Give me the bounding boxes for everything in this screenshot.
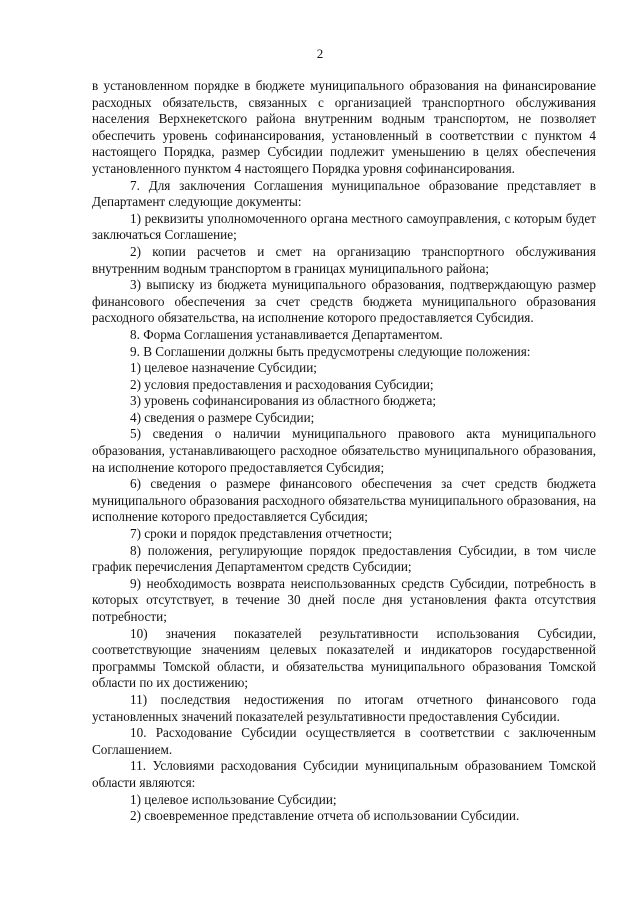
paragraph-item: 9) необходимость возврата неиспользованных средств Субсидии, потребность в которых отсутствует, в течение 30 дней после дня установления факта отсутствия потребности; <box>92 575 596 624</box>
paragraph-item: 4) сведения о размере Субсидии; <box>130 409 315 425</box>
paragraph-clause-9: 9. В Соглашении должны быть предусмотрены следующие положения: <box>130 343 531 359</box>
paragraph-item: 2) копии расчетов и смет на организацию транспортного обслуживания внутренним водным транспортом в границах муниципального района; <box>92 243 596 276</box>
paragraph-item: 3) выписку из бюджета муниципального образования, подтверждающую размер финансового обеспечения за счет средств бюджета муниципального образования расходного обязательства, на исполнение которого предоставляется Субсидия. <box>92 277 596 326</box>
paragraph-item: 2) своевременное представление отчета об использовании Субсидии. <box>130 808 520 824</box>
document-body <box>92 78 596 825</box>
paragraph-clause-10: 10. Расходование Субсидии осуществляется в соответствии с заключенным Соглашением. <box>92 725 596 757</box>
paragraph-item: 10) значения показателей результативности использования Субсидии, соответствующие значениям целевых показателей и индикаторов государственной программы Томской области, и обязательства муниципального образования Томской области по их достижению; <box>92 625 596 691</box>
paragraph-item: 8) положения, регулирующие порядок предоставления Субсидии, в том числе график перечисления Департаментом средств Субсидии; <box>92 542 596 575</box>
paragraph-item: 2) условия предоставления и расходования Субсидии; <box>130 376 434 392</box>
paragraph-clause-7: 7. Для заключения Соглашения муниципальное образование представляет в Департамент следующие документы: <box>92 177 596 210</box>
paragraph-clause-8: 8. Форма Соглашения устанавливается Департаментом. <box>130 326 443 342</box>
paragraph-item: 1) реквизиты уполномоченного органа местного самоуправления, с которым будет заключаться Соглашение; <box>92 210 596 243</box>
paragraph-item: 5) сведения о наличии муниципального правового акта муниципального образования, устанавливающего расходное обязательство муниципального образования, на исполнение которого предоставляется Субсидия; <box>92 426 596 475</box>
paragraph-continuation: в установленном порядке в бюджете муниципального образования на финансирование расходных обязательств, связанных с организацией транспортного обслуживания населения Верхнекетского района внутренним водным транспортом, не позволяет обеспечить уровень софинансирования, установленный в соответствии с пунктом 4 настоящего Порядка, размер Субсидии подлежит уменьшению в целях обеспечения установленного пунктом 4 настоящего Порядка уровня софинансирования. <box>92 78 596 176</box>
paragraph-item: 11) последствия недостижения по итогам отчетного финансового года установленных значений показателей результативности предоставления Субсидии. <box>92 691 596 724</box>
paragraph-item: 6) сведения о размере финансового обеспечения за счет средств бюджета муниципального образования расходного обязательства муниципального образования, на исполнение которого предоставляется Субсидия; <box>92 476 596 525</box>
paragraph-item: 7) сроки и порядок представления отчетности; <box>130 526 393 542</box>
page-number: 2 <box>316 46 324 61</box>
paragraph-item: 1) целевое назначение Субсидии; <box>130 360 317 376</box>
paragraph-clause-11: 11. Условиями расходования Субсидии муниципальным образованием Томской области являются: <box>92 758 596 790</box>
paragraph-item: 1) целевое использование Субсидии; <box>130 791 337 807</box>
paragraph-item: 3) уровень софинансирования из областного бюджета; <box>130 393 436 409</box>
